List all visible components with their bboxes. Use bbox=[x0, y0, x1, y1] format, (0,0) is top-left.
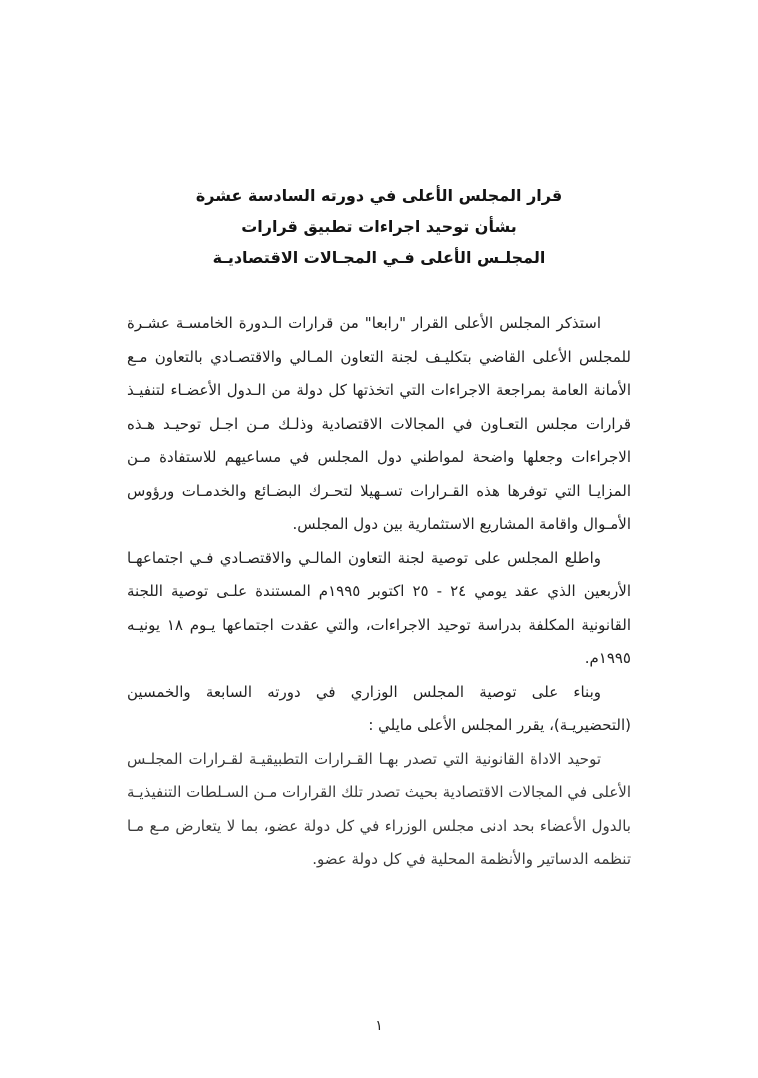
paragraph-1: استذكر المجلس الأعلى القرار "رابعا" من قرارات الـدورة الخامسـة عشـرة للمجلس الأعلى القاضي بتكليـف لجنة التعاون المـالي والاقتصـادي بالتعاون مـع الأمانة العامة بمراجعة الاجراءات التي اتخذتها كل دولة من الـدول الأعضـاء لتنفيـذ قرارات مجلس التعـاون في المجالات الاقتصادية وذلـك مـن اجـل توحيـد هـذه الاجراءات وجعلها واضحة لمواطني دول المجلس في مساعيهم للاستفادة مـن المزايـا التي توفرها هذه القـرارات تسـهيلا لتحـرك البضـائع والخدمـات ورؤوس الأمـوال واقامة المشاريع الاستثمارية بين دول المجلس. bbox=[127, 314, 631, 533]
paragraph-2: واطلع المجلس على توصية لجنة التعاون المالـي والاقتصـادي فـي اجتماعهـا الأربعين الذي عقد يومي ٢٤ - ٢٥ اكتوبر ١٩٩٥م المستندة علـى توصية اللجنة القانونية المكلفة بدراسة توحيد الاجراءات، والتي عقدت اجتماعها يـوم ١٨ يونيـه ١٩٩٥م. bbox=[127, 548, 632, 667]
document-body bbox=[127, 307, 631, 877]
title-line-1: قرار المجلس الأعلى في دورته السادسة عشرة bbox=[195, 186, 563, 205]
paragraph-4: توحيد الاداة القانونية التي تصدر بهـا القـرارات التطبيقيـة لقـرارات المجلـس الأعلى في المجالات الاقتصادية بحيث تصدر تلك القرارات مـن السـلطات التنفيذيـة بالدول الأعضاء بحد ادنى مجلس الوزراء في كل دولة عضو، بما لا يتعارض مـع مـا تنظمه الدساتير والأنظمة المحلية في كل دولة عضو. bbox=[127, 749, 631, 868]
title-line-3: المجلـس الأعلى فـي المجـالات الاقتصاديـة bbox=[212, 248, 546, 267]
document-title bbox=[0, 180, 758, 273]
page-number: ١ bbox=[375, 1018, 383, 1034]
title-line-2: بشأن توحيد اجراءات تطبيق قرارات bbox=[241, 217, 517, 236]
paragraph-3: وبناء على توصية المجلس الوزاري في دورته السابعة والخمسين (التحضيريـة)، يقرر المجلس الأعلى مايلي : bbox=[127, 682, 631, 734]
